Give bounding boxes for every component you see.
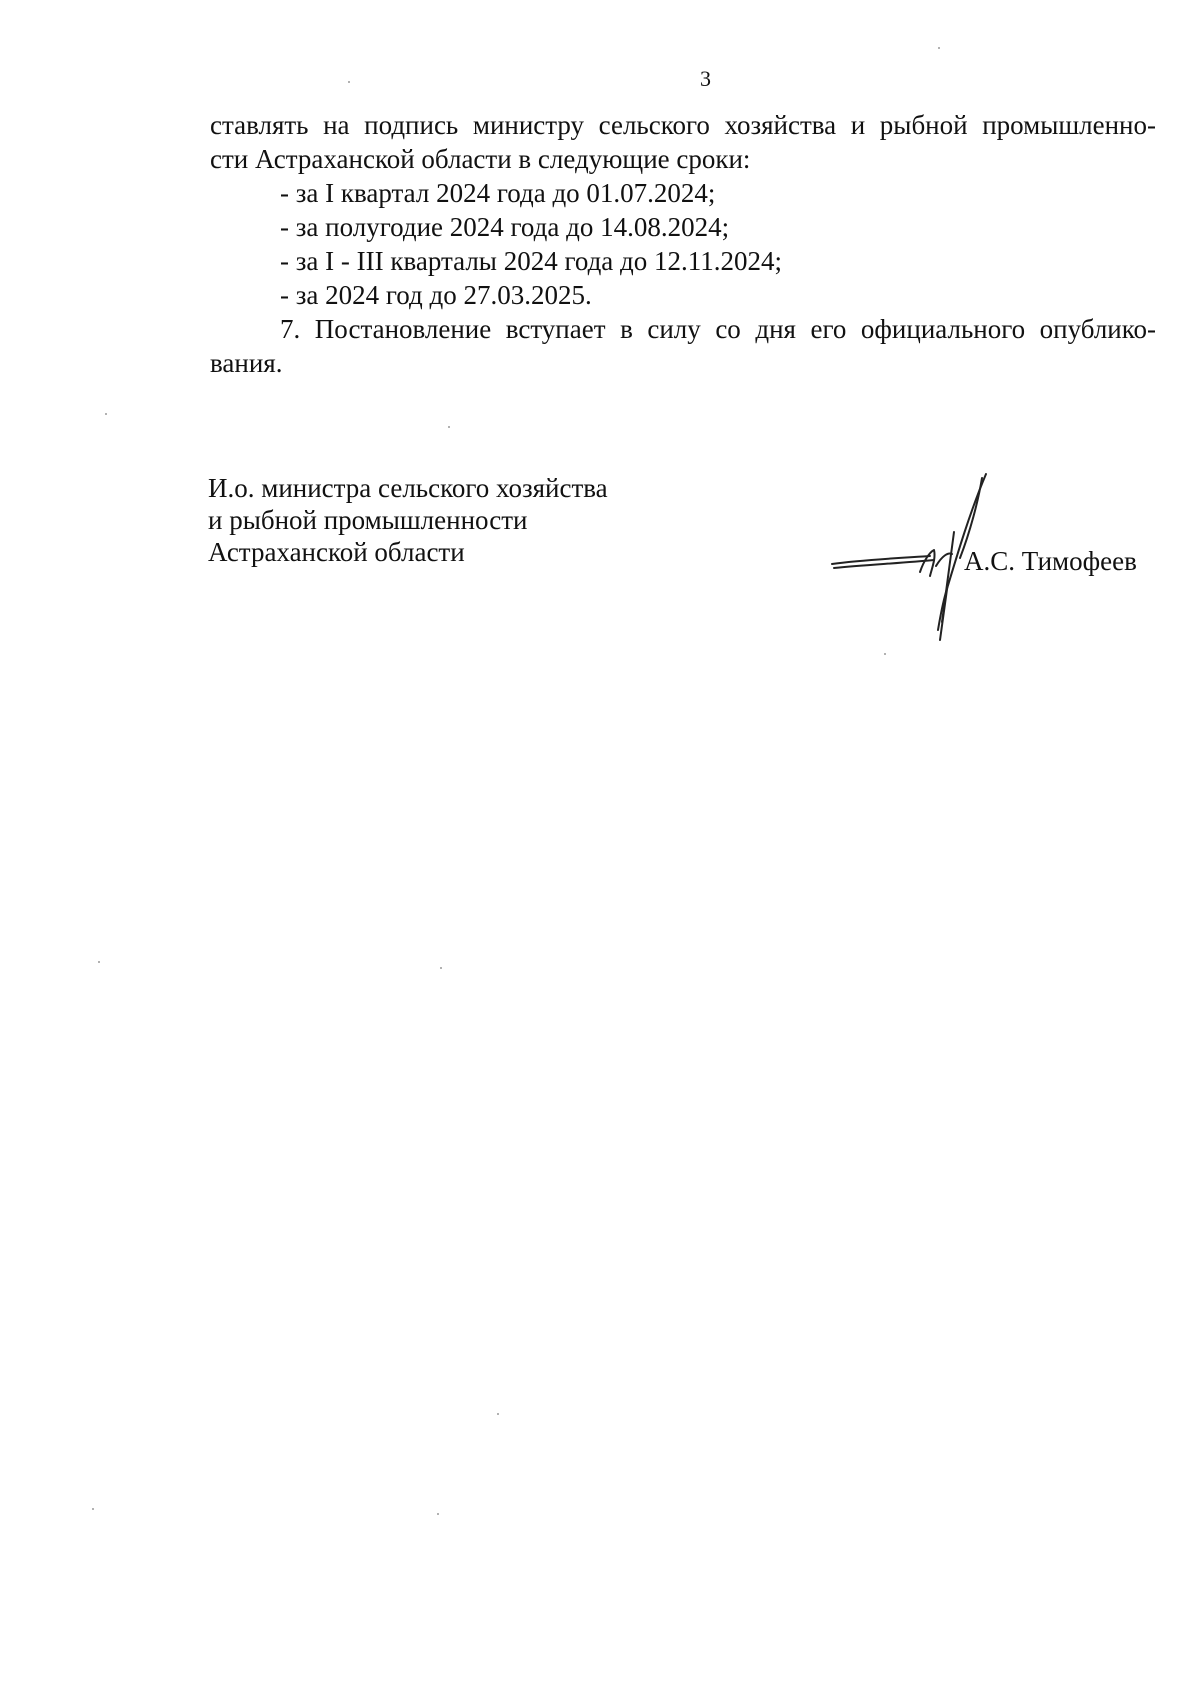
deadline-item: - за I - III кварталы 2024 года до 12.11.2024; [280,246,783,276]
signer-name: А.С. Тимофеев [964,546,1137,576]
scan-speck [884,653,886,655]
signatory-title-line: Астраханской области [208,537,465,567]
signatory-title [208,472,608,568]
signatory-title-line: и рыбной промышленности [208,505,528,535]
scan-speck [105,413,107,415]
scan-speck [448,426,450,428]
signatory-title-line: И.о. министра сельского хозяйства [208,473,608,503]
scan-speck [348,81,350,83]
paragraph-7: 7. Постановление вступает в силу со дня его официального опублико- [280,314,1156,344]
body-line: сти Астраханской области в следующие сроки: [210,144,751,174]
document-body [210,108,1156,380]
page-number: 3 [700,66,711,91]
body-line: ставлять на подпись министру сельского хозяйства и рыбной промышленно- [210,110,1156,140]
scan-speck [98,961,100,963]
scan-speck [92,1508,94,1510]
deadline-item: - за полугодие 2024 года до 14.08.2024; [280,212,730,242]
body-line: вания. [210,348,283,378]
deadline-item: - за I квартал 2024 года до 01.07.2024; [280,178,716,208]
deadline-item: - за 2024 год до 27.03.2025. [280,280,592,310]
scan-speck [497,1413,499,1415]
scan-speck [437,1513,439,1515]
scan-speck [938,47,940,49]
scan-speck [440,967,442,969]
